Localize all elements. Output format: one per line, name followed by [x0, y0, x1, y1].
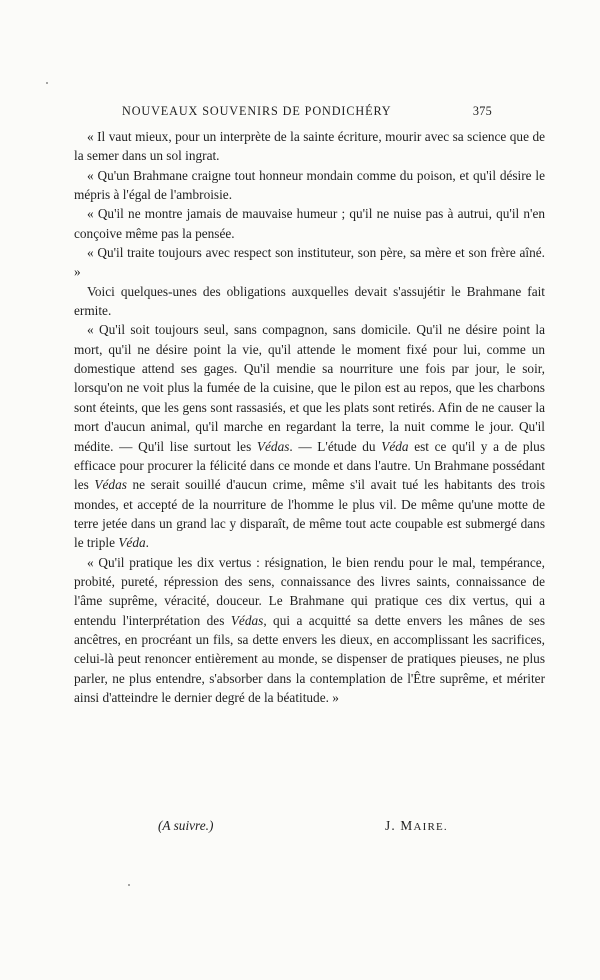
italic-term: Véda [381, 438, 409, 454]
page-number: 375 [472, 104, 492, 118]
italic-term: Védas [94, 477, 127, 493]
text-run: est ce qu'il y a de plus efficace pour procurer la félicité dans ce monde et dans l'autre. Un Brahmane possédant les [74, 438, 545, 493]
text-run: , qui a acquitté sa dette envers les mânes de ses ancêtres, en procréant un fils, sa dette envers les dieux, en accomplissant les sacrifices, celui-là peut renoncer entièrement au monde, se dispenser de pratiques pieuses, ne plus parler, ne plus entendre, s'absorber dans la contemplation de l'Être suprême, et mériter ainsi d'atteindre le dernier degré de la béatitude. » [74, 612, 545, 705]
page-footer [74, 818, 545, 838]
running-title: NOUVEAUX SOUVENIRS DE PONDICHÉRY [122, 104, 392, 118]
author-surname-rest: AIRE. [413, 821, 448, 833]
text-run: « Il vaut mieux, pour un interprète de la sainte écriture, mourir avec sa science que de la semer dans un sol ingrat. [74, 129, 545, 164]
text-run: « Qu'il ne montre jamais de mauvaise humeur ; qu'il ne nuise pas à autrui, qu'il n'en conçoive même pas la pensée. [74, 206, 545, 241]
paragraph [74, 282, 545, 321]
body-text [74, 127, 545, 707]
paper-speck [46, 82, 48, 84]
continuation-note: (A suivre.) [158, 818, 214, 833]
text-run: ne serait souillé d'aucun crime, même s'il avait tué les habitants des trois mondes, et accepté de la nourriture de l'homme le plus vil. De même qu'une motte de terre jetée dans un grand lac y disparaît, de même tout acte coupable est submergé dans le triple [74, 477, 545, 551]
text-run: « Qu'un Brahmane craigne tout honneur mondain comme du poison, et qu'il désire le mépris à l'égal de l'ambroisie. [74, 167, 545, 203]
italic-term: Véda [118, 535, 146, 551]
text-run: Voici quelques-unes des obligations auxquelles devait s'assujétir le Brahmane fait ermite. [74, 283, 545, 319]
paragraph [74, 127, 545, 166]
page-header [122, 104, 492, 119]
paragraph [74, 553, 545, 708]
paragraph [74, 243, 545, 282]
paragraph [74, 204, 545, 243]
text-run: . [145, 535, 149, 551]
text-run: « Qu'il soit toujours seul, sans compagnon, sans domicile. Qu'il ne désire point la mort, qu'il ne désire point la vie, qu'il attende le moment fixé pour lui, comme un domestique attend ses gages. Qu'il mendie sa nourriture une fois par jour, le soir, lorsqu'on ne voit plus la fumée de la cuisine, que le pilon est au repos, que les charbons sont éteints, que les gens sont rassasiés, et que les plats sont retirés. Afin de ne causer la mort d'aucun animal, qu'il marche en regardant la terre, la nuit comme le jour. Qu'il médite. — Qu'il lise surtout les [74, 322, 545, 454]
italic-term: Védas [230, 612, 264, 628]
text-run: « Qu'il pratique les dix vertus : résignation, le bien rendu pour le mal, tempérance, probité, pureté, répression des sens, connaissance des livres saints, connaissance de l'âme suprême, véracité, douceur. Le Brahmane qui pratique ces dix vertus, qui a entendu l'interprétation des [74, 554, 545, 628]
text-run: . — L'étude du [289, 438, 382, 454]
author-initial: J. M [385, 818, 414, 833]
author-signature [385, 818, 448, 834]
paragraph [74, 166, 545, 205]
text-run: « Qu'il traite toujours avec respect son instituteur, son père, sa mère et son frère aîné. » [74, 245, 545, 280]
paper-speck [128, 884, 130, 886]
paragraph [74, 320, 545, 552]
italic-term: Védas [256, 438, 290, 454]
